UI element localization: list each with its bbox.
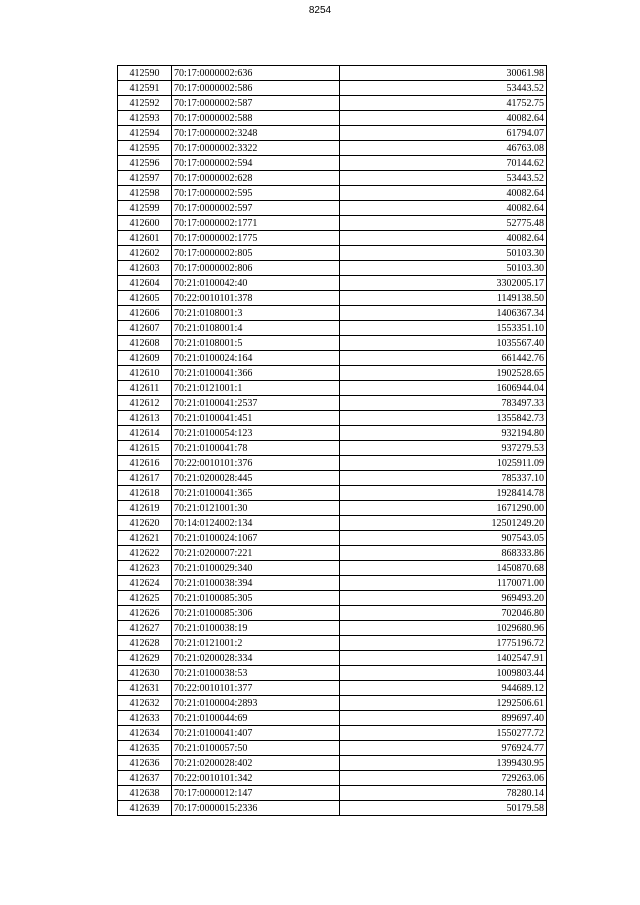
value-cell: 61794.07 xyxy=(340,126,547,141)
row-id-cell: 412598 xyxy=(118,186,172,201)
table-row xyxy=(118,756,547,771)
cadastral-number-cell: 70:21:0200028:402 xyxy=(172,756,340,771)
table-row xyxy=(118,81,547,96)
table-row xyxy=(118,261,547,276)
value-cell: 50103.30 xyxy=(340,246,547,261)
row-id-cell: 412593 xyxy=(118,111,172,126)
row-id-cell: 412637 xyxy=(118,771,172,786)
cadastral-number-cell: 70:21:0200028:334 xyxy=(172,651,340,666)
row-id-cell: 412634 xyxy=(118,726,172,741)
table-row xyxy=(118,606,547,621)
table-row xyxy=(118,231,547,246)
value-cell: 1009803.44 xyxy=(340,666,547,681)
value-cell: 976924.77 xyxy=(340,741,547,756)
value-cell: 1902528.65 xyxy=(340,366,547,381)
cadastral-number-cell: 70:17:0000002:1771 xyxy=(172,216,340,231)
table-row xyxy=(118,366,547,381)
value-cell: 1406367.34 xyxy=(340,306,547,321)
value-cell: 1170071.00 xyxy=(340,576,547,591)
cadastral-number-cell: 70:21:0100029:340 xyxy=(172,561,340,576)
table-row xyxy=(118,246,547,261)
table-row xyxy=(118,111,547,126)
row-id-cell: 412614 xyxy=(118,426,172,441)
cadastral-number-cell: 70:21:0100085:306 xyxy=(172,606,340,621)
value-cell: 899697.40 xyxy=(340,711,547,726)
value-cell: 969493.20 xyxy=(340,591,547,606)
cadastral-number-cell: 70:22:0010101:378 xyxy=(172,291,340,306)
row-id-cell: 412630 xyxy=(118,666,172,681)
value-cell: 1928414.78 xyxy=(340,486,547,501)
row-id-cell: 412608 xyxy=(118,336,172,351)
table-row xyxy=(118,711,547,726)
page-number: 8254 xyxy=(308,5,332,16)
row-id-cell: 412618 xyxy=(118,486,172,501)
cadastral-number-cell: 70:21:0100041:366 xyxy=(172,366,340,381)
cadastral-number-cell: 70:17:0000002:636 xyxy=(172,66,340,81)
value-cell: 40082.64 xyxy=(340,186,547,201)
row-id-cell: 412621 xyxy=(118,531,172,546)
cadastral-number-cell: 70:21:0200028:445 xyxy=(172,471,340,486)
table-row xyxy=(118,486,547,501)
value-cell: 50179.58 xyxy=(340,801,547,816)
table-row xyxy=(118,321,547,336)
cadastral-number-cell: 70:21:0100044:69 xyxy=(172,711,340,726)
cadastral-number-cell: 70:21:0100004:2893 xyxy=(172,696,340,711)
cadastral-number-cell: 70:21:0100038:394 xyxy=(172,576,340,591)
cadastral-number-cell: 70:17:0000002:597 xyxy=(172,201,340,216)
row-id-cell: 412609 xyxy=(118,351,172,366)
value-cell: 12501249.20 xyxy=(340,516,547,531)
row-id-cell: 412610 xyxy=(118,366,172,381)
value-cell: 1149138.50 xyxy=(340,291,547,306)
table-row xyxy=(118,96,547,111)
value-cell: 1671290.00 xyxy=(340,501,547,516)
row-id-cell: 412603 xyxy=(118,261,172,276)
cadastral-number-cell: 70:21:0100054:123 xyxy=(172,426,340,441)
row-id-cell: 412616 xyxy=(118,456,172,471)
cadastral-number-cell: 70:17:0000002:805 xyxy=(172,246,340,261)
value-cell: 30061.98 xyxy=(340,66,547,81)
value-cell: 52775.48 xyxy=(340,216,547,231)
table-row xyxy=(118,186,547,201)
value-cell: 1775196.72 xyxy=(340,636,547,651)
cadastral-number-cell: 70:17:0000012:147 xyxy=(172,786,340,801)
cadastral-number-cell: 70:17:0000015:2336 xyxy=(172,801,340,816)
row-id-cell: 412619 xyxy=(118,501,172,516)
row-id-cell: 412611 xyxy=(118,381,172,396)
row-id-cell: 412635 xyxy=(118,741,172,756)
table-row xyxy=(118,216,547,231)
row-id-cell: 412612 xyxy=(118,396,172,411)
row-id-cell: 412596 xyxy=(118,156,172,171)
row-id-cell: 412622 xyxy=(118,546,172,561)
table-row xyxy=(118,441,547,456)
cadastral-number-cell: 70:21:0100038:19 xyxy=(172,621,340,636)
value-cell: 729263.06 xyxy=(340,771,547,786)
value-cell: 78280.14 xyxy=(340,786,547,801)
table-row xyxy=(118,561,547,576)
value-cell: 53443.52 xyxy=(340,171,547,186)
table-row xyxy=(118,276,547,291)
value-cell: 50103.30 xyxy=(340,261,547,276)
cadastral-number-cell: 70:21:0100041:365 xyxy=(172,486,340,501)
row-id-cell: 412628 xyxy=(118,636,172,651)
table-row xyxy=(118,726,547,741)
row-id-cell: 412605 xyxy=(118,291,172,306)
cadastral-number-cell: 70:21:0108001:5 xyxy=(172,336,340,351)
row-id-cell: 412601 xyxy=(118,231,172,246)
value-cell: 1399430.95 xyxy=(340,756,547,771)
cadastral-number-cell: 70:21:0200007:221 xyxy=(172,546,340,561)
table-row xyxy=(118,636,547,651)
cadastral-number-cell: 70:17:0000002:628 xyxy=(172,171,340,186)
value-cell: 702046.80 xyxy=(340,606,547,621)
cadastral-number-cell: 70:17:0000002:588 xyxy=(172,111,340,126)
value-cell: 937279.53 xyxy=(340,441,547,456)
row-id-cell: 412623 xyxy=(118,561,172,576)
value-cell: 785337.10 xyxy=(340,471,547,486)
data-table xyxy=(117,65,547,816)
row-id-cell: 412594 xyxy=(118,126,172,141)
row-id-cell: 412597 xyxy=(118,171,172,186)
table-row xyxy=(118,306,547,321)
row-id-cell: 412607 xyxy=(118,321,172,336)
table-row xyxy=(118,576,547,591)
row-id-cell: 412604 xyxy=(118,276,172,291)
table-row xyxy=(118,696,547,711)
cadastral-number-cell: 70:21:0121001:2 xyxy=(172,636,340,651)
cadastral-number-cell: 70:17:0000002:1775 xyxy=(172,231,340,246)
row-id-cell: 412633 xyxy=(118,711,172,726)
row-id-cell: 412592 xyxy=(118,96,172,111)
table-row xyxy=(118,201,547,216)
table-row xyxy=(118,591,547,606)
table-row xyxy=(118,456,547,471)
cadastral-number-cell: 70:21:0100085:305 xyxy=(172,591,340,606)
row-id-cell: 412627 xyxy=(118,621,172,636)
row-id-cell: 412626 xyxy=(118,606,172,621)
value-cell: 1550277.72 xyxy=(340,726,547,741)
value-cell: 907543.05 xyxy=(340,531,547,546)
cadastral-number-cell: 70:21:0100042:40 xyxy=(172,276,340,291)
table-row xyxy=(118,666,547,681)
cadastral-number-cell: 70:21:0100057:50 xyxy=(172,741,340,756)
value-cell: 1025911.09 xyxy=(340,456,547,471)
table-row xyxy=(118,681,547,696)
row-id-cell: 412606 xyxy=(118,306,172,321)
cadastral-number-cell: 70:17:0000002:3248 xyxy=(172,126,340,141)
value-cell: 868333.86 xyxy=(340,546,547,561)
cadastral-number-cell: 70:21:0100041:407 xyxy=(172,726,340,741)
table-row xyxy=(118,411,547,426)
cadastral-number-cell: 70:17:0000002:595 xyxy=(172,186,340,201)
cadastral-number-cell: 70:22:0010101:376 xyxy=(172,456,340,471)
row-id-cell: 412629 xyxy=(118,651,172,666)
value-cell: 1606944.04 xyxy=(340,381,547,396)
table-row xyxy=(118,516,547,531)
cadastral-number-cell: 70:21:0121001:1 xyxy=(172,381,340,396)
value-cell: 1029680.96 xyxy=(340,621,547,636)
table-row xyxy=(118,381,547,396)
value-cell: 1292506.61 xyxy=(340,696,547,711)
value-cell: 1035567.40 xyxy=(340,336,547,351)
table-body xyxy=(118,66,547,816)
table-row xyxy=(118,471,547,486)
cadastral-number-cell: 70:17:0000002:806 xyxy=(172,261,340,276)
value-cell: 41752.75 xyxy=(340,96,547,111)
table-row xyxy=(118,531,547,546)
row-id-cell: 412624 xyxy=(118,576,172,591)
cadastral-number-cell: 70:21:0100024:1067 xyxy=(172,531,340,546)
table-row xyxy=(118,426,547,441)
table-row xyxy=(118,156,547,171)
cadastral-number-cell: 70:21:0100041:2537 xyxy=(172,396,340,411)
table-row xyxy=(118,396,547,411)
cadastral-number-cell: 70:21:0108001:4 xyxy=(172,321,340,336)
cadastral-number-cell: 70:21:0100041:78 xyxy=(172,441,340,456)
table-row xyxy=(118,786,547,801)
table-row xyxy=(118,126,547,141)
cadastral-number-cell: 70:21:0108001:3 xyxy=(172,306,340,321)
value-cell: 46763.08 xyxy=(340,141,547,156)
table-row xyxy=(118,291,547,306)
value-cell: 783497.33 xyxy=(340,396,547,411)
cadastral-number-cell: 70:21:0121001:30 xyxy=(172,501,340,516)
row-id-cell: 412615 xyxy=(118,441,172,456)
cadastral-number-cell: 70:21:0100041:451 xyxy=(172,411,340,426)
row-id-cell: 412613 xyxy=(118,411,172,426)
row-id-cell: 412591 xyxy=(118,81,172,96)
row-id-cell: 412600 xyxy=(118,216,172,231)
value-cell: 53443.52 xyxy=(340,81,547,96)
row-id-cell: 412602 xyxy=(118,246,172,261)
table-row xyxy=(118,171,547,186)
cadastral-number-cell: 70:21:0100038:53 xyxy=(172,666,340,681)
cadastral-number-cell: 70:17:0000002:594 xyxy=(172,156,340,171)
cadastral-number-cell: 70:17:0000002:586 xyxy=(172,81,340,96)
row-id-cell: 412599 xyxy=(118,201,172,216)
row-id-cell: 412617 xyxy=(118,471,172,486)
table-row xyxy=(118,351,547,366)
row-id-cell: 412638 xyxy=(118,786,172,801)
row-id-cell: 412631 xyxy=(118,681,172,696)
value-cell: 1450870.68 xyxy=(340,561,547,576)
value-cell: 661442.76 xyxy=(340,351,547,366)
table-row xyxy=(118,801,547,816)
value-cell: 944689.12 xyxy=(340,681,547,696)
cadastral-number-cell: 70:22:0010101:377 xyxy=(172,681,340,696)
table-row xyxy=(118,621,547,636)
table-row xyxy=(118,771,547,786)
row-id-cell: 412625 xyxy=(118,591,172,606)
value-cell: 40082.64 xyxy=(340,111,547,126)
table-row xyxy=(118,501,547,516)
cadastral-number-cell: 70:17:0000002:3322 xyxy=(172,141,340,156)
value-cell: 1402547.91 xyxy=(340,651,547,666)
value-cell: 3302005.17 xyxy=(340,276,547,291)
cadastral-number-cell: 70:14:0124002:134 xyxy=(172,516,340,531)
table-row xyxy=(118,336,547,351)
cadastral-number-cell: 70:17:0000002:587 xyxy=(172,96,340,111)
row-id-cell: 412639 xyxy=(118,801,172,816)
value-cell: 1553351.10 xyxy=(340,321,547,336)
table-row xyxy=(118,741,547,756)
table-row xyxy=(118,141,547,156)
row-id-cell: 412632 xyxy=(118,696,172,711)
row-id-cell: 412636 xyxy=(118,756,172,771)
table-row xyxy=(118,546,547,561)
row-id-cell: 412595 xyxy=(118,141,172,156)
value-cell: 40082.64 xyxy=(340,231,547,246)
row-id-cell: 412620 xyxy=(118,516,172,531)
row-id-cell: 412590 xyxy=(118,66,172,81)
value-cell: 932194.80 xyxy=(340,426,547,441)
table-row xyxy=(118,66,547,81)
value-cell: 40082.64 xyxy=(340,201,547,216)
value-cell: 1355842.73 xyxy=(340,411,547,426)
table-row xyxy=(118,651,547,666)
cadastral-number-cell: 70:22:0010101:342 xyxy=(172,771,340,786)
cadastral-number-cell: 70:21:0100024:164 xyxy=(172,351,340,366)
value-cell: 70144.62 xyxy=(340,156,547,171)
